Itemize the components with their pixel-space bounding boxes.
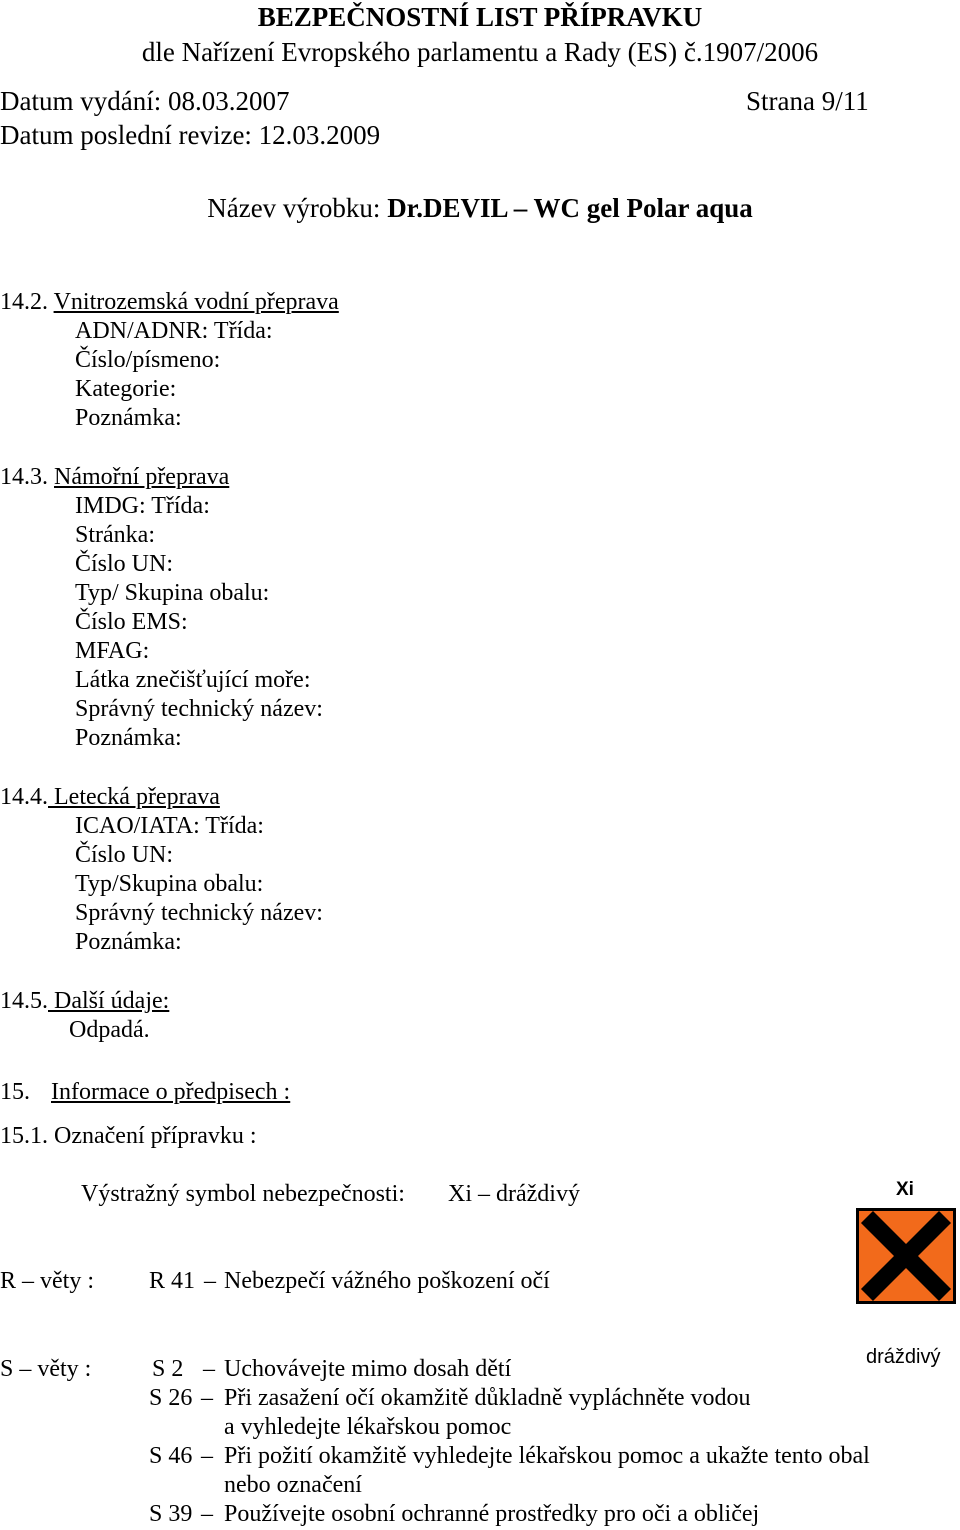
revision-date: Datum poslední revize: 12.03.2009 xyxy=(0,120,381,150)
s-phrase-text: Používejte osobní ochranné prostředky pro oči a obličej xyxy=(224,1501,760,1527)
section-15-number: 15. xyxy=(0,1079,30,1105)
product-name: Dr.DEVIL – WC gel Polar aqua xyxy=(387,193,753,223)
section-14-2-heading xyxy=(0,289,339,316)
field-label: MFAG: xyxy=(75,638,150,664)
r-phrases-label: R – věty : xyxy=(0,1268,94,1294)
field-label: Látka znečišťující moře: xyxy=(75,667,311,693)
r-phrase-code: R 41 xyxy=(149,1268,196,1294)
field-label: Kategorie: xyxy=(75,376,177,402)
pictogram-caption: dráždivý xyxy=(866,1346,941,1368)
r-phrase-dash: – xyxy=(204,1268,216,1294)
document-subtitle: dle Nařízení Evropského parlamentu a Rady (ES) č.1907/2006 xyxy=(141,37,819,67)
x-cross-icon xyxy=(859,1211,953,1301)
section-title: Námořní přeprava xyxy=(54,464,230,490)
document-title: BEZPEČNOSTNÍ LIST PŘÍPRAVKU xyxy=(257,2,703,32)
field-label: ICAO/IATA: Třída: xyxy=(75,813,264,839)
section-number: 14.5. xyxy=(0,988,48,1014)
section-14-5-heading xyxy=(0,988,169,1015)
field-label: Správný technický název: xyxy=(75,696,323,722)
section-number: 14.2. xyxy=(0,289,54,315)
section-number: 14.3. xyxy=(0,464,54,490)
field-label: Číslo EMS: xyxy=(75,609,188,635)
field-label: Typ/ Skupina obalu: xyxy=(75,580,270,606)
s-phrase-code: S 2 xyxy=(152,1356,184,1382)
s-phrases-label: S – věty : xyxy=(0,1356,92,1382)
field-label: Číslo UN: xyxy=(75,842,174,868)
s-phrase-dash: – xyxy=(201,1385,213,1411)
s-phrase-dash: – xyxy=(201,1443,213,1469)
section-title: Další údaje: xyxy=(48,988,170,1014)
s-phrase-text: nebo označení xyxy=(224,1472,362,1498)
section-15-heading: Informace o předpisech : xyxy=(51,1079,291,1105)
s-phrase-dash: – xyxy=(203,1356,215,1382)
product-label: Název výrobku: xyxy=(207,193,388,223)
s-phrase-text: a vyhledejte lékařskou pomoc xyxy=(224,1414,512,1440)
field-label: Poznámka: xyxy=(75,725,182,751)
product-line xyxy=(0,193,960,224)
field-label: ADN/ADNR: Třída: xyxy=(75,318,273,344)
section-14-4-heading xyxy=(0,784,220,811)
section-text: Odpadá. xyxy=(69,1017,150,1043)
field-label: Číslo/písmeno: xyxy=(75,347,221,373)
section-title: Vnitrozemská vodní přeprava xyxy=(53,289,339,315)
issue-date: Datum vydání: 08.03.2007 xyxy=(0,86,290,116)
section-15-1-heading: 15.1. Označení přípravku : xyxy=(0,1123,257,1149)
field-label: IMDG: Třída: xyxy=(75,493,210,519)
field-label: Stránka: xyxy=(75,522,155,548)
s-phrase-code: S 39 xyxy=(149,1501,193,1527)
r-phrase-text: Nebezpečí vážného poškození očí xyxy=(224,1268,550,1294)
s-phrase-text: Při požití okamžitě vyhledejte lékařskou pomoc a ukažte tento obal xyxy=(224,1443,870,1469)
section-number: 14.4. xyxy=(0,784,48,810)
page-number: Strana 9/11 xyxy=(746,86,869,116)
field-label: Poznámka: xyxy=(75,929,182,955)
hazard-symbol-value: Xi – dráždivý xyxy=(448,1181,580,1207)
s-phrase-dash: – xyxy=(201,1501,213,1527)
field-label: Typ/Skupina obalu: xyxy=(75,871,264,897)
section-title: Letecká přeprava xyxy=(48,784,220,810)
pictogram-code: Xi xyxy=(896,1179,914,1200)
s-phrase-text: Při zasažení očí okamžitě důkladně vypláchněte vodou xyxy=(224,1385,751,1411)
hazard-symbol-label: Výstražný symbol nebezpečnosti: xyxy=(81,1181,405,1207)
s-phrase-code: S 26 xyxy=(149,1385,193,1411)
section-14-3-heading xyxy=(0,464,229,491)
s-phrase-text: Uchovávejte mimo dosah dětí xyxy=(224,1356,512,1382)
s-phrase-code: S 46 xyxy=(149,1443,193,1469)
field-label: Poznámka: xyxy=(75,405,182,431)
field-label: Správný technický název: xyxy=(75,900,323,926)
hazard-pictogram xyxy=(856,1208,956,1304)
field-label: Číslo UN: xyxy=(75,551,174,577)
